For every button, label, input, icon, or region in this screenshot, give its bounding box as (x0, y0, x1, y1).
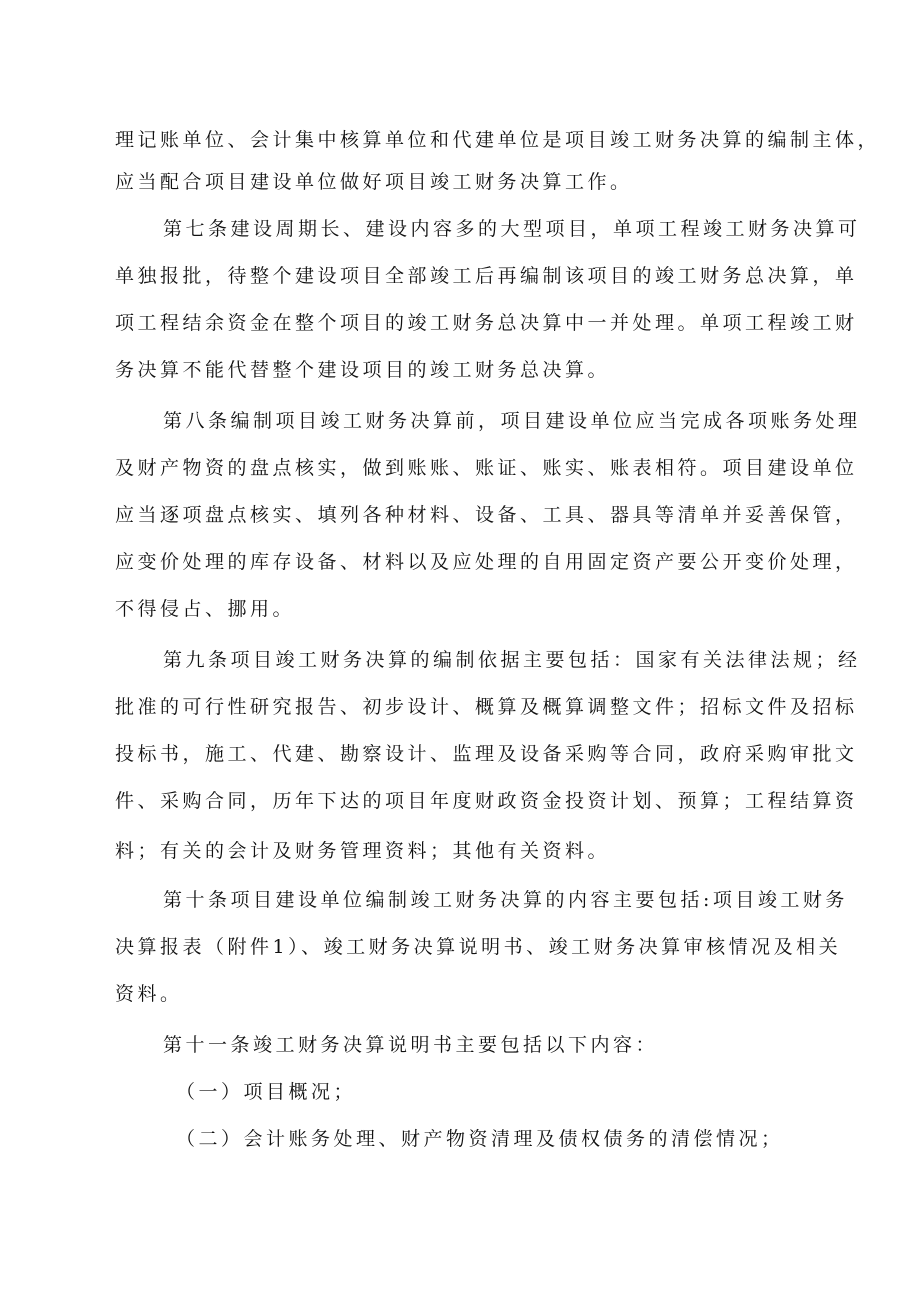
text-line: 第十条项目建设单位编制竣工财务决算的内容主要包括:项目竣工财务 (163, 889, 848, 911)
text-line: 项工程结余资金在整个项目的竣工财务总决算中一并处理。单项工程竣工财 (115, 312, 858, 334)
list-item: （一）项目概况； (176, 1081, 357, 1103)
text-line: 应当配合项目建设单位做好项目竣工财务决算工作。 (115, 171, 633, 193)
text-line: 应变价处理的库存设备、材料以及应处理的自用固定资产要公开变价处理， (115, 551, 858, 573)
text-line: 件、采购合同，历年下达的项目年度财政资金投资计划、预算；工程结算资 (115, 790, 858, 812)
text-line: 第九条项目竣工财务决算的编制依据主要包括：国家有关法律法规；经 (163, 649, 861, 671)
text-line: 批准的可行性研究报告、初步设计、概算及概算调整文件；招标文件及招标 (115, 696, 858, 718)
text-line: 第七条建设周期长、建设内容多的大型项目，单项工程竣工财务决算可 (163, 218, 861, 240)
text-line: 料；有关的会计及财务管理资料；其他有关资料。 (115, 840, 611, 862)
text-line: 不得侵占、挪用。 (115, 598, 296, 620)
text-line: 第八条编制项目竣工财务决算前，项目建设单位应当完成各项账务处理 (163, 410, 861, 432)
text-line: 单独报批，待整个建设项目全部竣工后再编制该项目的竣工财务总决算，单 (115, 265, 858, 287)
list-item: （二）会计账务处理、财产物资清理及债权债务的清偿情况； (176, 1128, 784, 1150)
text-line: 决算报表（附件1）、竣工财务决算说明书、竣工财务决算审核情况及相关 (115, 936, 842, 958)
text-line: 务决算不能代替整个建设项目的竣工财务总决算。 (115, 359, 611, 381)
text-line: 及财产物资的盘点核实，做到账账、账证、账实、账表相符。项目建设单位 (115, 457, 858, 479)
text-line: 资料。 (115, 983, 183, 1005)
text-line: 第十一条竣工财务决算说明书主要包括以下内容： (163, 1034, 659, 1056)
text-line: 应当逐项盘点核实、填列各种材料、设备、工具、器具等清单并妥善保管， (115, 504, 858, 526)
text-line: 投标书，施工、代建、勘察设计、监理及设备采购等合同，政府采购审批文 (115, 743, 858, 765)
text-line: 理记账单位、会计集中核算单位和代建单位是项目竣工财务决算的编制主体， (115, 129, 881, 151)
